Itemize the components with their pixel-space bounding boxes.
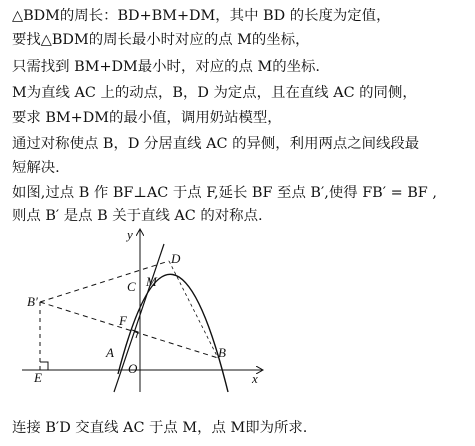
point-b-label: B — [218, 345, 226, 360]
text-line-8: 如图,过点 B 作 BF⊥AC 于点 F,延长 BF 至点 B′,使得 FB′ = BF , — [12, 185, 437, 201]
y-axis-label: y — [127, 227, 133, 242]
point-o-label: O — [128, 361, 138, 376]
point-d-label: D — [171, 251, 181, 266]
point-m-label: M — [146, 274, 157, 289]
point-e-label: E — [34, 370, 42, 385]
text-line-9: 则点 B′ 是点 B 关于直线 AC 的对称点. — [12, 208, 263, 224]
point-b-prime-label: B′ — [27, 294, 38, 309]
segment-b-prime-b — [40, 302, 218, 358]
conclusion-line: 连接 B′D 交直线 AC 于点 M，点 M即为所求. — [12, 420, 308, 436]
text-line-7: 短解决. — [12, 160, 60, 176]
point-f-label: F — [119, 313, 127, 328]
geometry-figure — [22, 226, 272, 394]
text-line-2: 要找△BDM的周长最小时对应的点 M的坐标， — [12, 32, 310, 48]
text-line-3: 只需找到 BM+DM最小时，对应的点 M的坐标. — [12, 59, 320, 75]
text-line-5: 要求 BM+DM的最小值，调用奶站模型， — [12, 110, 282, 126]
text-line-1: △BDM的周长：BD+BM+DM，其中 BD 的长度为定值， — [12, 8, 391, 24]
point-a-label: A — [106, 345, 114, 360]
x-axis-label: x — [252, 371, 258, 386]
right-angle-e — [40, 362, 48, 370]
point-c-label: C — [127, 279, 136, 294]
text-line-6: 通过对称使点 B，D 分居直线 AC 的异侧，利用两点之间线段最 — [12, 136, 420, 152]
text-line-4: M为直线 AC 上的动点，B，D 为定点，且在直线 AC 的同侧， — [12, 85, 417, 101]
